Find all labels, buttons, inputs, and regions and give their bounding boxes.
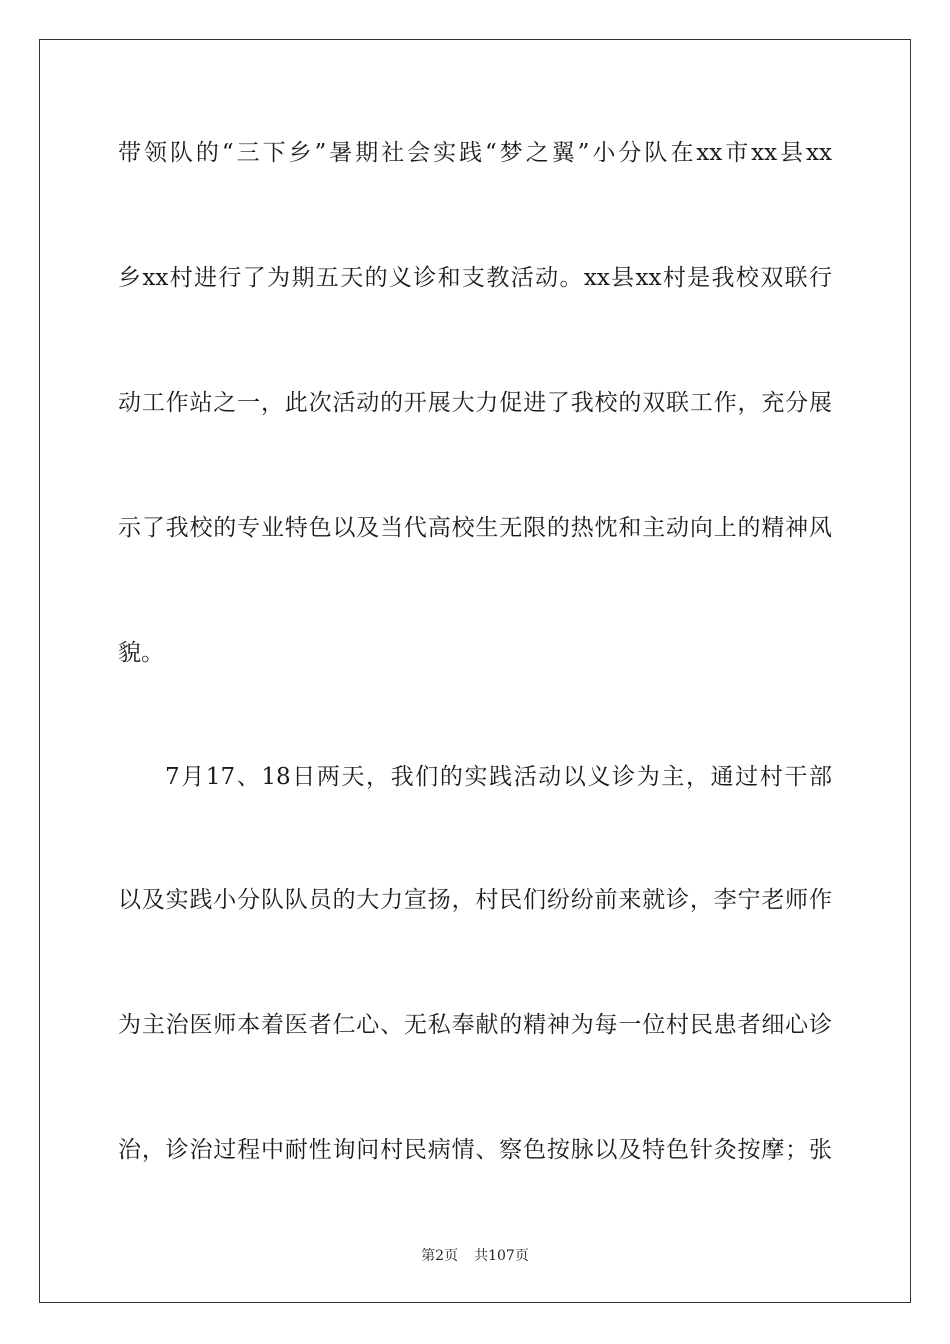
text-line-paragraph-start: 7月17、18日两天，我们的实践活动以义诊为主，通过村干部 <box>165 764 832 790</box>
page-footer <box>0 1247 950 1265</box>
text-line: 动工作站之一，此次活动的开展大力促进了我校的双联工作，充分展 <box>118 390 832 416</box>
text-line: 乡xx村进行了为期五天的义诊和支教活动。xx县xx村是我校双联行 <box>118 265 832 291</box>
page-number: 第2页 <box>421 1248 459 1264</box>
text-line: 以及实践小分队队员的大力宣扬，村民们纷纷前来就诊，李宁老师作 <box>118 887 832 913</box>
text-line: 带领队的“三下乡”暑期社会实践“梦之翼”小分队在xx市xx县xx <box>118 140 832 166</box>
page-total: 共107页 <box>474 1248 529 1264</box>
text-line: 貌。 <box>118 640 164 666</box>
text-line: 治，诊治过程中耐性询问村民病情、察色按脉以及特色针灸按摩；张 <box>118 1137 832 1163</box>
text-line: 示了我校的专业特色以及当代高校生无限的热忱和主动向上的精神风 <box>118 515 832 541</box>
page-frame <box>39 39 911 1303</box>
text-line: 为主治医师本着医者仁心、无私奉献的精神为每一位村民患者细心诊 <box>118 1012 832 1038</box>
